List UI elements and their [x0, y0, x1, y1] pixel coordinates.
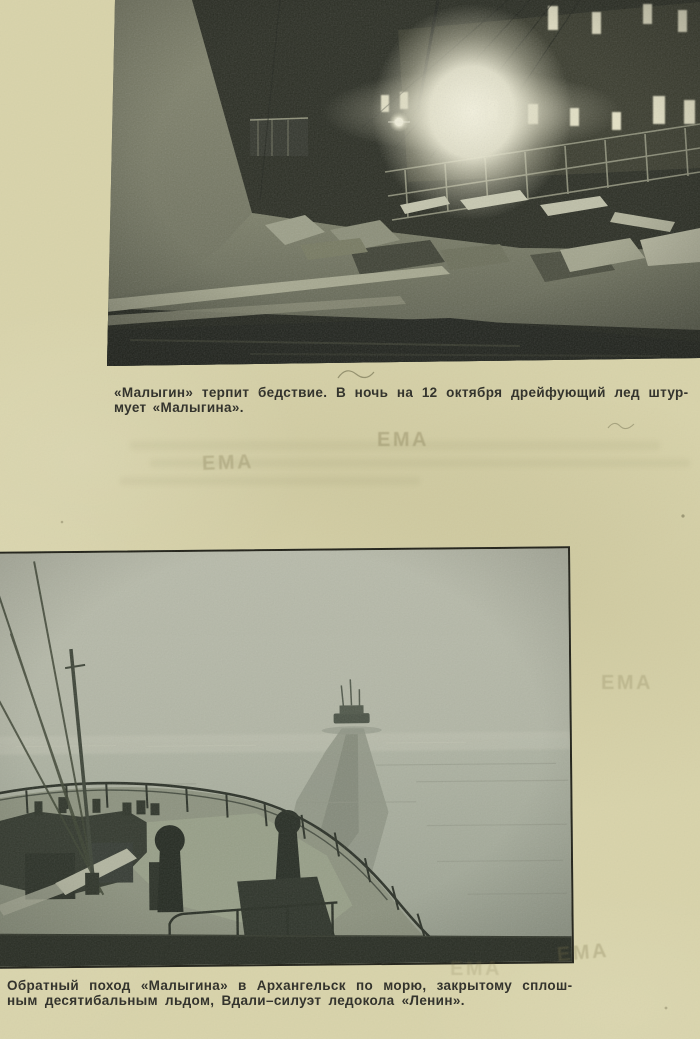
photo-return-voyage	[0, 546, 574, 969]
caption-photo-top	[114, 385, 689, 416]
watermark-ema-2: ЕМА	[201, 451, 255, 475]
caption-photo-bottom	[7, 979, 607, 1009]
watermark-ema-3: ЕМА	[601, 672, 653, 694]
showthrough-line-3	[120, 477, 420, 485]
caption-top-line-1: «Малыгин» терпит бедствие. В ночь на 12 октября дрейфующий лед штур-	[114, 385, 689, 400]
caption-bottom-line-2: ным десятибальным льдом, Вдали–силуэт ледокола «Ленин».	[7, 992, 465, 1008]
showthrough-line-1	[130, 441, 660, 450]
photo-return-voyage-image	[0, 548, 572, 966]
caption-bottom-line-1: Обратный поход «Малыгина» в Архангельск по морю, закрытому сплош-	[7, 978, 573, 993]
watermark-ema-5: ЕМА	[450, 958, 502, 980]
photo-malygin-night-image	[100, 0, 700, 366]
watermark-ema-4: ЕМА	[556, 939, 610, 967]
showthrough-line-2	[150, 459, 690, 467]
photo-malygin-night	[100, 0, 700, 366]
caption-top-line-2: мует «Малыгина».	[114, 399, 244, 415]
watermark-ema-1: ЕМА	[377, 429, 429, 451]
